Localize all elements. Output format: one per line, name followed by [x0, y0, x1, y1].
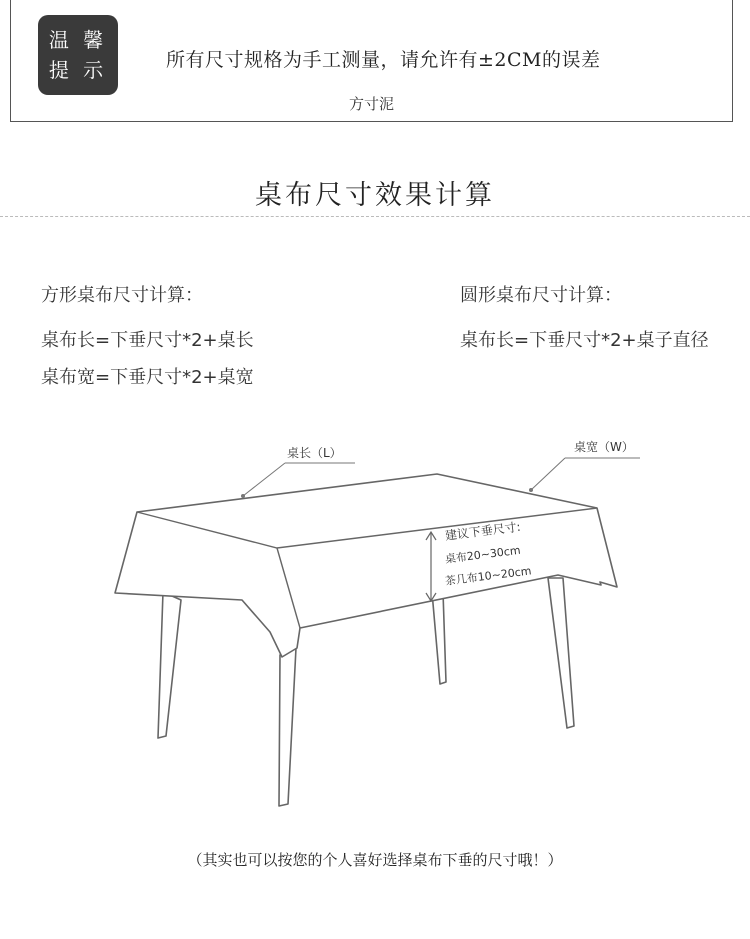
table-leg-back [432, 592, 446, 684]
tablecloth-shape [115, 474, 617, 657]
notice-text: 所有尺寸规格为手工测量，请允许有±2CM的误差 [166, 49, 601, 71]
dashed-divider [0, 216, 750, 217]
drop-title: 建议下垂尺寸: [444, 519, 522, 543]
drop-tea: 茶几布10~20cm [444, 564, 533, 588]
label-table-width: 桌宽（W） [574, 440, 634, 454]
brand-name: 方寸泥 [349, 95, 395, 113]
table-diagram [0, 420, 750, 824]
notice-badge-line1: 温 馨 [48, 28, 108, 52]
table-leg-front-middle [279, 648, 296, 806]
square-width-formula: 桌布宽=下垂尺寸*2+桌宽 [41, 367, 254, 388]
notice-box [10, 0, 733, 122]
label-table-length: 桌长（L） [287, 446, 342, 460]
table-leg-front-left [158, 592, 181, 738]
section-title: 桌布尺寸效果计算 [255, 180, 495, 211]
footer-note: （其实也可以按您的个人喜好选择桌布下垂的尺寸哦！） [187, 851, 563, 869]
notice-badge-line2: 提 示 [48, 58, 108, 82]
table-leg-front-right [548, 578, 574, 728]
notice-badge [38, 15, 118, 95]
square-length-formula: 桌布长=下垂尺寸*2+桌长 [41, 330, 254, 351]
tablecloth-illustration [0, 420, 750, 820]
round-heading: 圆形桌布尺寸计算： [460, 285, 622, 306]
drop-table: 桌布20~30cm [444, 543, 522, 566]
round-length-formula: 桌布长=下垂尺寸*2+桌子直径 [460, 330, 709, 351]
square-heading: 方形桌布尺寸计算： [41, 285, 203, 306]
